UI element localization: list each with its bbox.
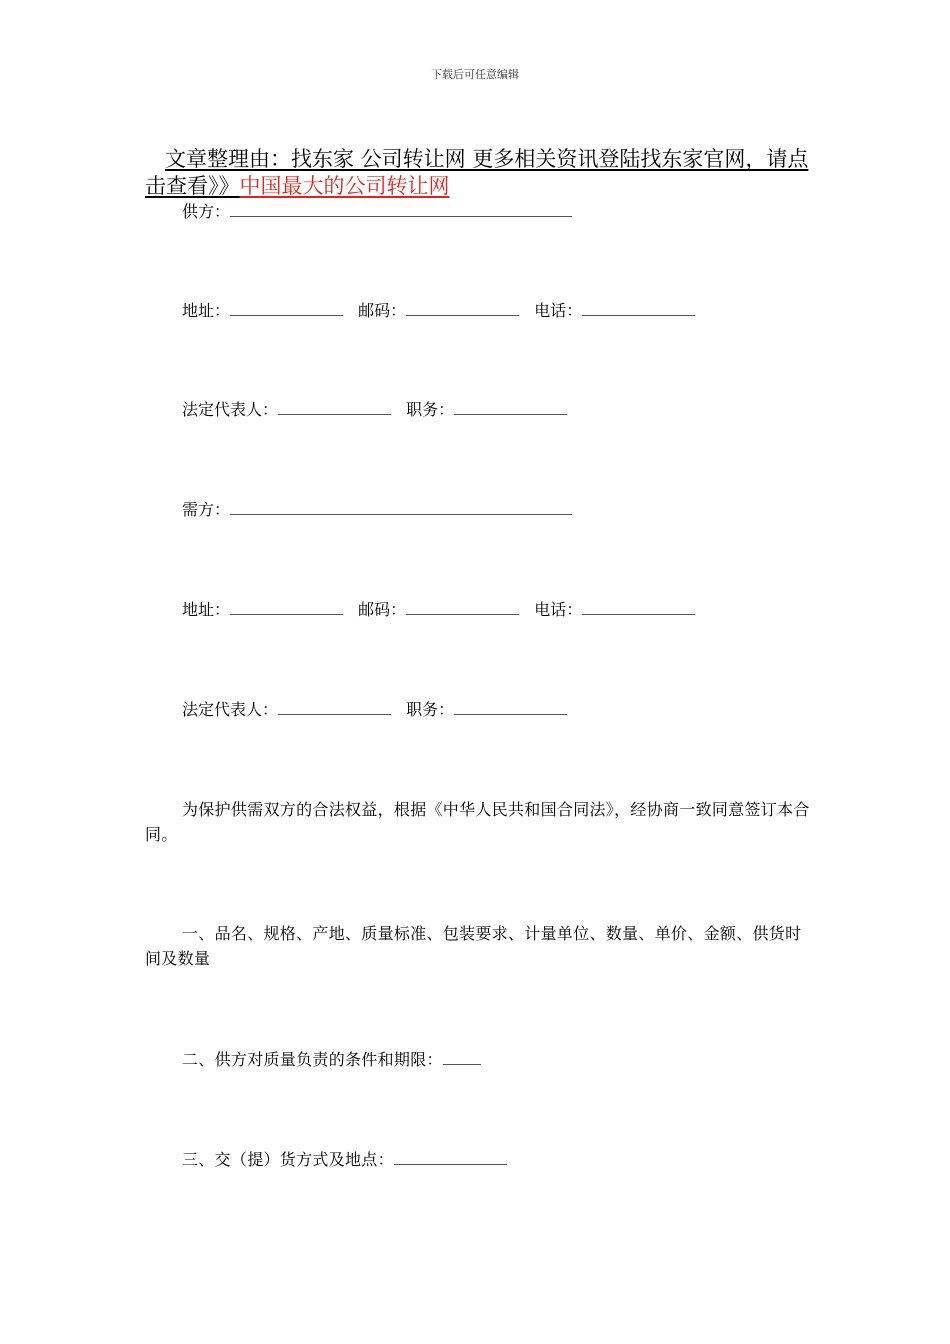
clause-3: 三、交（提）货方式及地点： [182, 1150, 394, 1169]
supplier-address-label: 地址： [182, 301, 231, 320]
supplier-legal-rep-label: 法定代表人： [182, 400, 279, 419]
supplier-phone-blank[interactable] [582, 301, 695, 316]
buyer-postcode-blank[interactable] [406, 600, 519, 615]
buyer-phone-label: 电话： [534, 600, 583, 619]
header-note: 下载后可任意编辑 [431, 68, 519, 81]
clause-2: 二、供方对质量负责的条件和期限： [182, 1050, 443, 1069]
buyer-party-line [182, 499, 582, 521]
title-link[interactable]: 中国最大的公司转让网 [239, 174, 450, 198]
supplier-address-blank[interactable] [230, 301, 343, 316]
document-title [145, 146, 810, 200]
buyer-phone-blank[interactable] [582, 600, 695, 615]
supplier-legal-rep-blank[interactable] [278, 400, 391, 415]
supplier-phone-label: 电话： [534, 301, 583, 320]
intro-paragraph: 为保护供需双方的合法权益，根据《中华人民共和国合同法》，经协商一致同意签订本合同。 [145, 800, 810, 844]
buyer-party-blank[interactable] [230, 500, 572, 515]
supplier-party-blank[interactable] [230, 202, 572, 217]
buyer-contact-line [182, 599, 705, 621]
clause-3-blank[interactable] [394, 1150, 507, 1165]
buyer-address-label: 地址： [182, 600, 231, 619]
buyer-legal-rep-label: 法定代表人： [182, 700, 279, 719]
supplier-position-label: 职务： [406, 400, 455, 419]
buyer-rep-line [182, 699, 577, 721]
supplier-party-label: 供方： [182, 202, 231, 221]
supplier-position-blank[interactable] [454, 400, 567, 415]
supplier-rep-line [182, 399, 577, 421]
buyer-legal-rep-blank[interactable] [278, 700, 391, 715]
buyer-position-label: 职务： [406, 700, 455, 719]
clause-1: 一、品名、规格、产地、质量标准、包装要求、计量单位、数量、单价、金额、供货时间及数量 [145, 924, 802, 968]
clause-3-line [145, 1147, 810, 1172]
supplier-party-line [182, 201, 582, 223]
clause-2-blank[interactable] [443, 1050, 481, 1065]
buyer-position-blank[interactable] [454, 700, 567, 715]
buyer-address-blank[interactable] [230, 600, 343, 615]
title-text: 文章整理由：找东家 公司转让网 更多相关资讯登陆找东家官网，请点击查看》》 [145, 147, 809, 198]
buyer-party-label: 需方： [182, 500, 231, 519]
supplier-postcode-label: 邮码： [358, 301, 407, 320]
buyer-postcode-label: 邮码： [358, 600, 407, 619]
supplier-postcode-blank[interactable] [406, 301, 519, 316]
supplier-contact-line [182, 300, 705, 322]
clause-2-line [145, 1047, 810, 1072]
